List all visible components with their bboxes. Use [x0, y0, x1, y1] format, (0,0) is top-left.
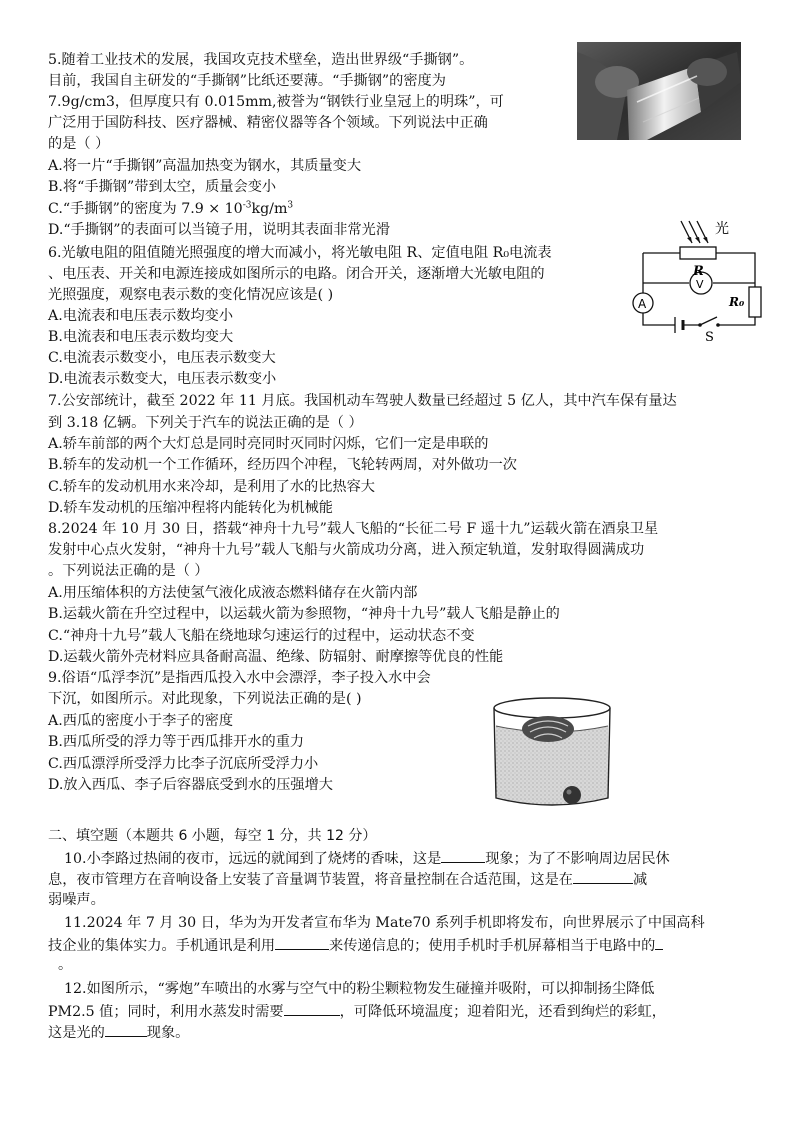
q8-line-3: 。下列说法正确的是（ ）	[48, 563, 209, 579]
q5-option-c-text: C.“手撕钢”的密度为 7.9 × 10	[48, 201, 243, 217]
q12-line-2-text: PM2.5 值；同时，利用水蒸发时需要	[48, 1004, 284, 1020]
q11-blank-2[interactable]	[655, 934, 663, 950]
q11-blank-1[interactable]	[275, 934, 329, 950]
q10-line-2	[48, 868, 647, 889]
q7-line-1: 7.公安部统计，截至 2022 年 11 月底。我国机动车驾驶人数量已经超过 5 亿人，其中汽车保有量达	[48, 393, 677, 409]
q9-option-b: B.西瓜所受的浮力等于西瓜排开水的重力	[48, 734, 305, 750]
q5-line-3: 7.9g/cm3，但厚度只有 0.015mm,被誉为“钢铁行业皇冠上的明珠”，可	[48, 94, 504, 110]
q5-option-c-unit-exponent: 3	[287, 200, 294, 211]
q8-line-2: 发射中心点火发射，“神舟十九号”载人飞船与火箭成功分离，进入预定轨道，发射取得圆满成功	[48, 542, 645, 558]
q5-option-d: D.“手撕钢”的表面可以当镜子用，说明其表面非常光滑	[48, 222, 391, 238]
q8-option-c: C.“神舟十九号”载人飞船在绕地球匀速运行的过程中，运动状态不变	[48, 628, 475, 644]
q9-line-1: 9.俗语“瓜浮李沉”是指西瓜投入水中会漂浮，李子投入水中会	[48, 670, 431, 686]
q10-blank-2[interactable]	[573, 868, 633, 884]
q6-option-b: B.电流表和电压表示数均变大	[48, 329, 234, 345]
q5-option-c-exponent: -3	[242, 200, 252, 211]
q10-blank-1[interactable]	[441, 847, 485, 863]
q12-blank-2[interactable]	[105, 1021, 147, 1037]
q8-line-1: 8.2024 年 10 月 30 日，搭载“神舟十九号”载人飞船的“长征二号 F 遥十九”运载火箭在酒泉卫星	[48, 521, 659, 537]
q6-line-1: 6.光敏电阻的阻值随光照强度的增大而减小，将光敏电阻 R、定值电阻 R₀电流表	[48, 245, 552, 261]
circuit-r-label: R	[693, 264, 704, 279]
q7-option-b: B.轿车的发动机一个工作循环，经历四个冲程，飞轮转两周，对外做功一次	[48, 457, 517, 473]
q5-line-2: 目前，我国自主研发的“手撕钢”比纸还要薄。“手撕钢”的密度为	[48, 73, 446, 89]
q10-line-1-cont: 现象；为了不影响周边居民休	[485, 851, 670, 867]
circuit-voltmeter-label: V	[696, 278, 704, 291]
q12-line-2	[48, 1000, 666, 1021]
section-2-title: 二、填空题（本题共 6 小题，每空 1 分，共 12 分）	[48, 828, 377, 844]
q8-option-b: B.运载火箭在升空过程中，以运载火箭为参照物，“神舟十九号”载人飞船是静止的	[48, 606, 560, 622]
q9-option-c: C.西瓜漂浮所受浮力比李子沉底所受浮力小	[48, 756, 319, 772]
q11-line-2-text: 技企业的集体实力。手机通讯是利用	[48, 938, 276, 954]
q6-line-2: 、电压表、开关和电源连接成如图所示的电路。闭合开关，逐渐增大光敏电阻的	[48, 266, 545, 282]
q10-line-2-text: 息，夜市管理方在音响设备上安装了音量调节装置，将音量控制在合适范围，这是在	[48, 872, 573, 888]
q5-option-b: B.将“手撕钢”带到太空，质量会变小	[48, 179, 277, 195]
q6-option-c: C.电流表示数变小，电压表示数变大	[48, 350, 276, 366]
steel-foil-photo	[577, 42, 741, 140]
q6-option-d: D.电流表示数变大，电压表示数变小	[48, 371, 277, 387]
q10-line-2-end: 减	[632, 872, 648, 888]
circuit-ammeter-label: A	[638, 297, 647, 311]
circuit-diagram	[625, 213, 773, 345]
q12-blank-1[interactable]	[284, 1000, 340, 1016]
q10-line-1	[64, 847, 670, 868]
q9-line-2: 下沉，如图所示。对此现象，下列说法正确的是( )	[48, 691, 362, 707]
q7-option-a: A.轿车前部的两个大灯总是同时亮同时灭同时闪烁，它们一定是串联的	[48, 436, 489, 452]
q11-line-3: 。	[58, 957, 73, 973]
q7-line-2: 到 3.18 亿辆。下列关于汽车的说法正确的是（ ）	[48, 415, 363, 431]
q10-line-3: 弱噪声。	[48, 892, 105, 908]
circuit-switch-label: S	[705, 330, 714, 345]
circuit-r0-label: R₀	[729, 295, 745, 309]
q6-line-3: 光照强度，观察电表示数的变化情况应该是( )	[48, 287, 334, 303]
q5-option-c-unit: kg/m	[251, 201, 288, 217]
q7-option-c: C.轿车的发动机用水来冷却，是利用了水的比热容大	[48, 479, 375, 495]
beaker-watermelon-plum-figure	[488, 694, 616, 812]
q5-line-5: 的是（ ）	[48, 136, 110, 152]
q5-line-1: 5.随着工业技术的发展，我国攻克技术壁垒，造出世界级“手撕钢”。	[48, 52, 474, 68]
q12-line-3-text: 这是光的	[48, 1025, 105, 1041]
q12-line-3-end: 现象。	[146, 1025, 190, 1041]
circuit-light-label: 光	[715, 221, 729, 237]
q6-option-a: A.电流表和电压表示数均变小	[48, 308, 234, 324]
q12-line-1: 12.如图所示，“雾炮”车喷出的水雾与空气中的粉尘颗粒物发生碰撞并吸附，可以抑制扬尘降低	[64, 981, 655, 997]
q8-option-a: A.用压缩体积的方法使氢气液化成液态燃料储存在火箭内部	[48, 585, 418, 601]
q12-line-3	[48, 1021, 189, 1042]
q5-option-a: A.将一片“手撕钢”高温加热变为钢水，其质量变大	[48, 158, 362, 174]
q8-option-d: D.运载火箭外壳材料应具备耐高温、绝缘、防辐射、耐摩擦等优良的性能	[48, 649, 504, 665]
q5-option-c	[48, 199, 293, 220]
q11-line-2-cont: 来传递信息的；使用手机时手机屏幕相当于电路中的	[329, 938, 656, 954]
q9-option-a: A.西瓜的密度小于李子的密度	[48, 713, 234, 729]
q5-line-4: 广泛用于国防科技、医疗器械、精密仪器等各个领域。下列说法中正确	[48, 115, 488, 131]
q7-option-d: D.轿车发动机的压缩冲程将内能转化为机械能	[48, 500, 333, 516]
q10-line-1-text: 10.小李路过热闹的夜市，远远的就闻到了烧烤的香味，这是	[64, 851, 442, 867]
q11-line-2	[48, 934, 663, 955]
q9-option-d: D.放入西瓜、李子后容器底受到水的压强增大	[48, 777, 333, 793]
q12-line-2-cont: ，可降低环境温度；迎着阳光，还看到绚烂的彩虹，	[339, 1004, 666, 1020]
q11-line-1: 11.2024 年 7 月 30 日，华为为开发者宣布华为 Mate70 系列手机即将发布，向世界展示了中国高科	[64, 915, 705, 931]
